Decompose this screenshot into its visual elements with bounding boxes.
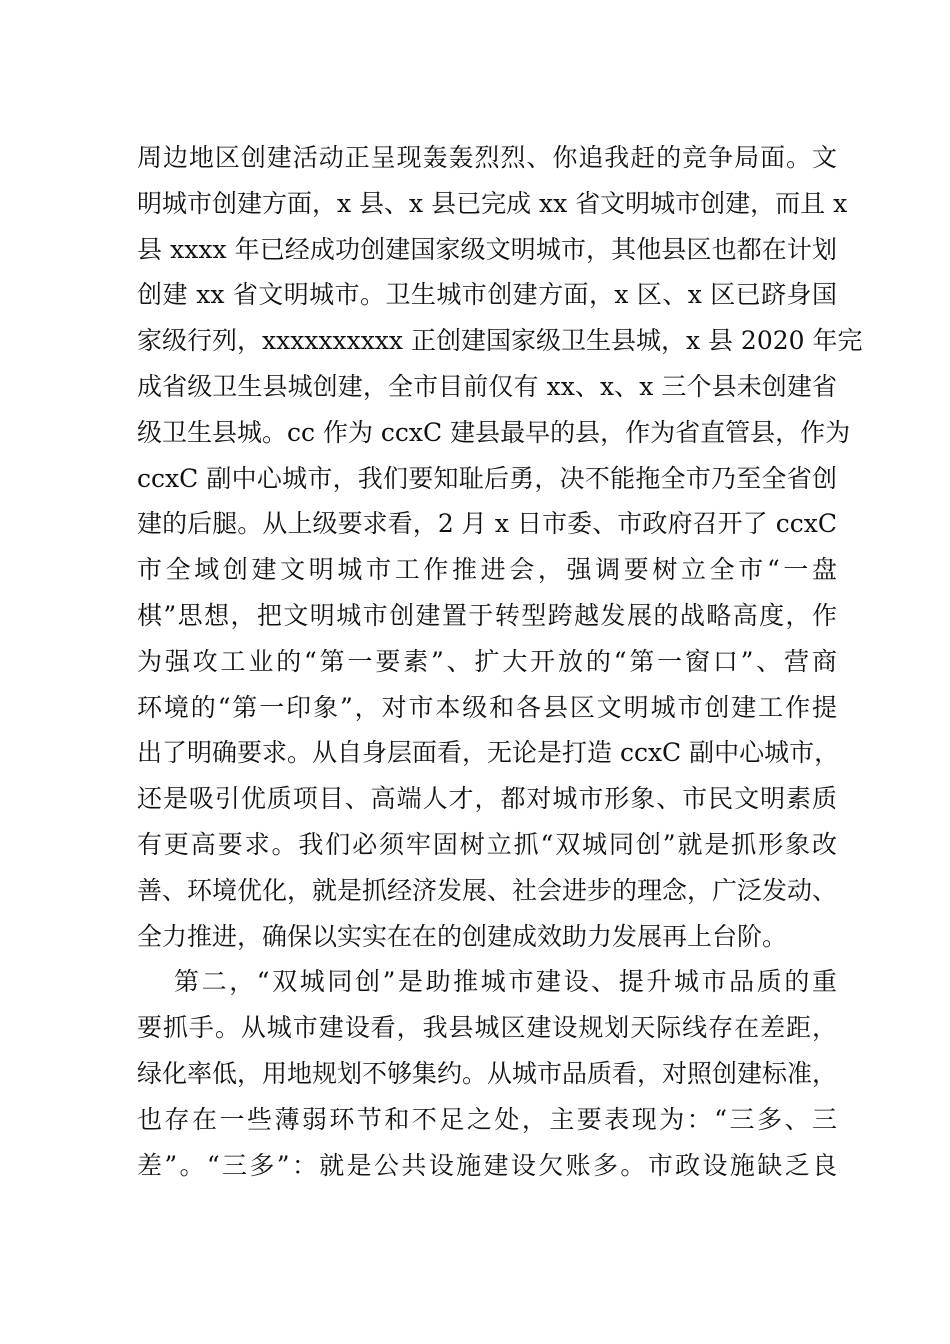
text-line: 市全域创建文明城市工作推进会，强调要树立全市“一盘: [137, 555, 837, 585]
text-line: 为强攻工业的“第一要素”、扩大开放的“第一窗口”、营商: [137, 646, 837, 676]
text-line: 棋”思想，把文明城市创建置于转型跨越发展的战略高度，作: [137, 600, 837, 630]
text-line: 差”。“三多”：就是公共设施建设欠账多。市政设施缺乏良: [137, 1150, 837, 1180]
text-line: 有更高要求。我们必须牢固树立抓“双城同创”就是抓形象改: [137, 829, 837, 859]
text-line: ccxC 副中心城市，我们要知耻后勇，决不能拖全市乃至全省创: [137, 463, 837, 493]
paragraph-first-line: 第二，“双城同创”是助推城市建设、提升城市品质的重: [174, 967, 837, 997]
text-line: 环境的“第一印象”，对市本级和各县区文明城市创建工作提: [137, 692, 837, 722]
text-line: 也存在一些薄弱环节和不足之处，主要表现为：“三多、三: [137, 1104, 837, 1134]
text-line: 级卫生县城。cc 作为 ccxC 建县最早的县，作为省直管县，作为: [137, 417, 851, 447]
text-line: 家级行列，xxxxxxxxxx 正创建国家级卫生县城，x 县 2020 年完: [137, 326, 863, 356]
text-line: 出了明确要求。从自身层面看，无论是打造 ccxC 副中心城市，: [137, 738, 840, 768]
paragraph-last-line: 全力推进，确保以实实在在的创建成效助力发展再上台阶。: [137, 921, 788, 951]
text-line: 创建 xx 省文明城市。卫生城市创建方面，x 区、x 区已跻身国: [137, 280, 837, 310]
document-body: [137, 140, 863, 1193]
text-line: 绿化率低，用地规划不够集约。从城市品质看，对照创建标准，: [137, 1058, 838, 1088]
text-line: 明城市创建方面，x 县、x 县已完成 xx 省文明城市创建，而且 x: [137, 188, 848, 218]
text-line: 还是吸引优质项目、高端人才，都对城市形象、市民文明素质: [137, 784, 837, 814]
text-line: 要抓手。从城市建设看，我县城区建设规划天际线存在差距，: [137, 1013, 837, 1043]
text-line: 县 xxxx 年已经成功创建国家级文明城市，其他县区也都在计划: [137, 234, 837, 264]
text-line: 周边地区创建活动正呈现轰轰烈烈、你追我赶的竞争局面。文: [137, 143, 837, 172]
text-line: 善、环境优化，就是抓经济发展、社会进步的理念，广泛发动、: [137, 875, 838, 905]
text-line: 建的后腿。从上级要求看，2 月 x 日市委、市政府召开了 ccxC: [137, 509, 837, 539]
text-line: 成省级卫生县城创建，全市目前仅有 xx、x、x 三个县未创建省: [137, 371, 837, 401]
